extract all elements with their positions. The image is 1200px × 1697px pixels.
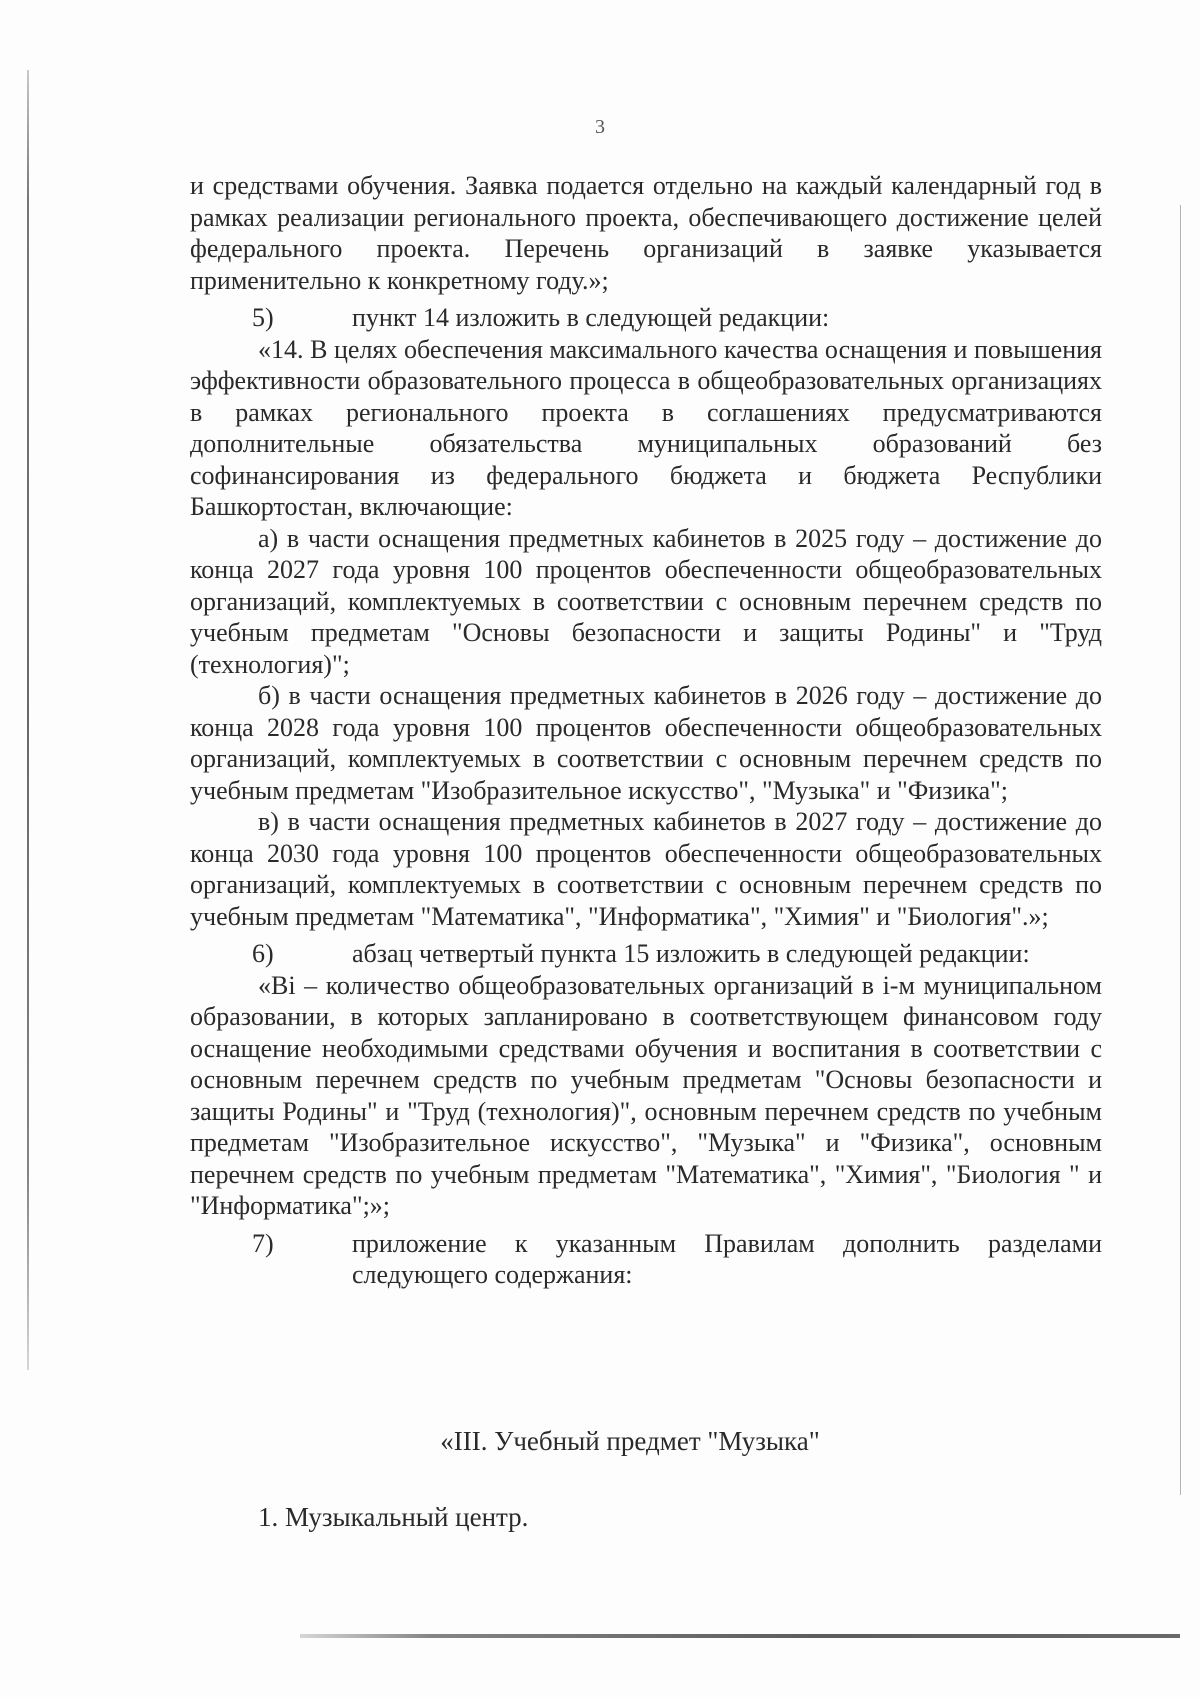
- item-number: 5): [252, 303, 274, 332]
- bi-definition: «Bi – количество общеобразовательных организаций в i-м муниципальном образовании, в которых запланировано в соответствующем финансовом году оснащение необходимыми средствами обучения и воспитания в соответствии с основным перечнем средств по учебным предметам "Основы безопасности и защиты Родины" и "Труд (технология)", основным перечнем средств по учебным предметам "Изобразительное искусство", "Музыка" и "Физика", основным перечнем средств по учебным предметам "Математика", "Химия", "Биология " и "Информатика";»;: [190, 970, 1102, 1220]
- item-text: приложение к указанным Правилам дополнить разделами следующего содержания:: [352, 1228, 1102, 1289]
- item-number: 6): [252, 939, 274, 968]
- scan-edge-left: [27, 70, 29, 1370]
- subpoint-b: б) в части оснащения предметных кабинетов в 2026 году – достижение до конца 2028 года уровня 100 процентов обеспеченности общеобразовательных организаций, комплектуемых в соответствии с основным перечнем средств по учебным предметам "Изобразительное искусство", "Музыка" и "Физика";: [190, 681, 1102, 805]
- paragraph-continuation: и средствами обучения. Заявка подается отдельно на каждый календарный год в рамках реализации регионального проекта, обеспечивающего достижение целей федерального проекта. Перечень организаций в заявке указывается применительно к конкретному году.»;: [190, 171, 1102, 295]
- document-body: [190, 170, 1102, 1291]
- point-14-text: «14. В целях обеспечения максимального качества оснащения и повышения эффективности образовательного процесса в общеобразовательных организациях в рамках регионального проекта в соглашениях предусматриваются дополнительные обязательства муниципальных образований без софинансирования из федерального бюджета и бюджета Республики Башкортостан, включающие:: [190, 334, 1102, 521]
- subpoint-a: а) в части оснащения предметных кабинетов в 2025 году – достижение до конца 2027 года уровня 100 процентов обеспеченности общеобразовательных организаций, комплектуемых в соответствии с основным перечнем средств по учебным предметам "Основы безопасности и защиты Родины" и "Труд (технология)";: [190, 523, 1102, 679]
- scan-edge-bottom: [300, 1634, 1180, 1638]
- item-number: 7): [252, 1228, 274, 1258]
- item-text: абзац четвертый пункта 15 изложить в следующей редакции:: [352, 939, 1030, 968]
- subpoint-c: в) в части оснащения предметных кабинетов в 2027 году – достижение до конца 2030 года уровня 100 процентов обеспеченности общеобразовательных организаций, комплектуемых в соответствии с основным перечнем средств по учебным предметам "Математика", "Информатика", "Химия" и "Биология".»;: [190, 807, 1102, 931]
- amendment-item-6: [190, 938, 1102, 970]
- list-item: 1. Музыкальный центр.: [258, 1502, 529, 1532]
- item-text: пункт 14 изложить в следующей редакции:: [352, 303, 830, 332]
- amendment-item-5: [190, 302, 1102, 334]
- amendment-item-7: [190, 1228, 1102, 1291]
- page-number: 3: [595, 116, 605, 138]
- section-heading: «III. Учебный предмет "Музыка": [440, 1426, 820, 1456]
- scan-edge-right: [1180, 205, 1181, 1495]
